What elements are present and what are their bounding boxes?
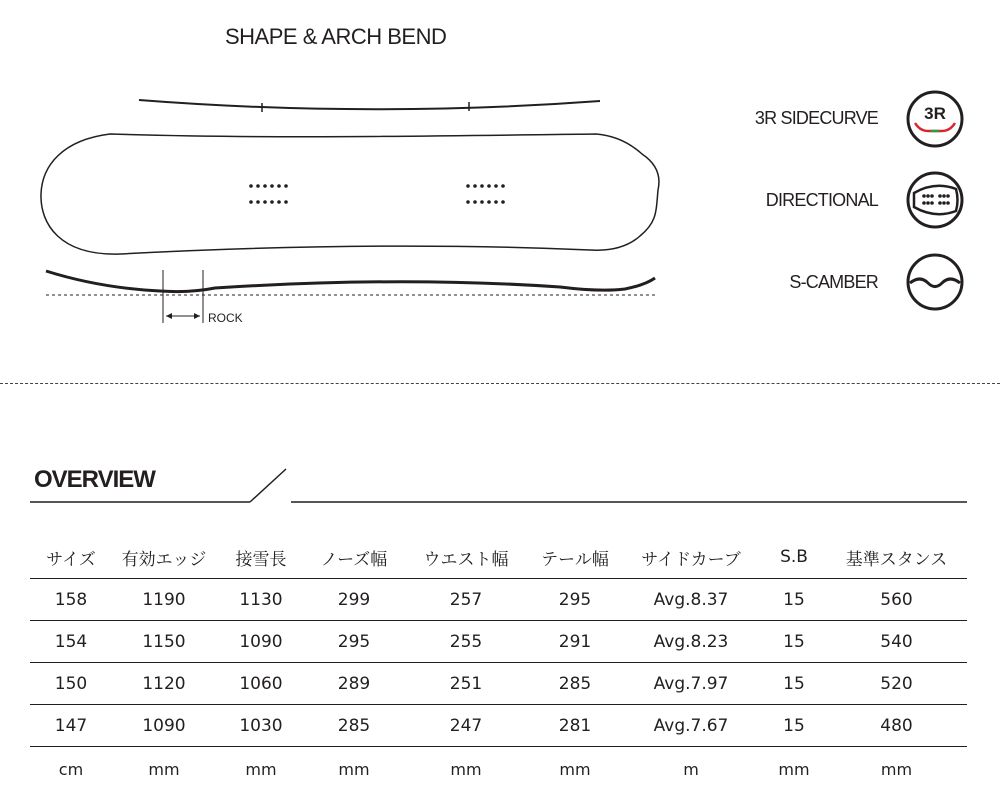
feature-label-s-camber: S-CAMBER	[789, 272, 878, 292]
overview-heading-rule	[0, 460, 1000, 510]
specs-header-row	[30, 536, 967, 579]
cell-sidecut: Avg.8.37	[620, 579, 762, 621]
specs-table	[30, 536, 967, 791]
header-effective-edge: 有効エッジ	[112, 536, 216, 579]
table-row	[30, 705, 967, 747]
cell-setback: 15	[762, 663, 826, 705]
rock-label: ROCK	[208, 311, 243, 325]
unit-sidecut: m	[683, 759, 699, 779]
feature-label-3r-sidecurve: 3R SIDECURVE	[754, 108, 878, 128]
table-row	[30, 663, 967, 705]
3r-sidecurve-icon	[906, 90, 964, 148]
cell-tail-width: 285	[530, 663, 620, 705]
table-row	[30, 579, 967, 621]
cell-nose-width: 295	[306, 621, 402, 663]
cell-waist-width: 251	[402, 663, 530, 705]
cell-tail-width: 295	[530, 579, 620, 621]
unit-effective-edge: mm	[148, 759, 180, 779]
unit-size: cm	[58, 759, 84, 779]
header-tail-width: テール幅	[530, 536, 620, 579]
cell-waist-width: 257	[402, 579, 530, 621]
cell-contact-length: 1090	[216, 621, 306, 663]
overview-title: OVERVIEW	[34, 466, 155, 493]
cell-nose-width: 289	[306, 663, 402, 705]
cell-contact-length: 1060	[216, 663, 306, 705]
cell-nose-width: 285	[306, 705, 402, 747]
cell-contact-length: 1130	[216, 579, 306, 621]
unit-reference-stance: mm	[880, 759, 913, 779]
cell-sidecut: Avg.7.67	[620, 705, 762, 747]
units-row	[30, 747, 967, 792]
cell-setback: 15	[762, 621, 826, 663]
unit-contact-length: mm	[245, 759, 277, 779]
feature-label-directional: DIRECTIONAL	[765, 190, 878, 210]
cell-reference-stance: 520	[826, 663, 967, 705]
svg-text:3R: 3R	[924, 104, 946, 123]
board-outline	[41, 134, 659, 254]
header-reference-stance: 基準スタンス	[826, 536, 967, 579]
header-sidecut: サイドカーブ	[620, 536, 762, 579]
cell-setback: 15	[762, 579, 826, 621]
unit-nose-width: mm	[338, 759, 370, 779]
cell-sidecut: Avg.8.23	[620, 621, 762, 663]
table-row	[30, 621, 967, 663]
cell-tail-width: 291	[530, 621, 620, 663]
header-setback: S.B	[762, 536, 826, 579]
board-top-profile	[139, 100, 600, 109]
header-nose-width: ノーズ幅	[306, 536, 402, 579]
unit-setback: mm	[778, 759, 810, 779]
cell-reference-stance: 540	[826, 621, 967, 663]
cell-tail-width: 281	[530, 705, 620, 747]
arch-bend-profile	[46, 271, 655, 292]
section-divider	[0, 383, 1000, 384]
unit-tail-width: mm	[559, 759, 591, 779]
cell-setback: 15	[762, 705, 826, 747]
cell-size: 147	[30, 705, 112, 747]
directional-icon	[906, 171, 964, 229]
cell-reference-stance: 480	[826, 705, 967, 747]
cell-reference-stance: 560	[826, 579, 967, 621]
header-waist-width: ウエスト幅	[402, 536, 530, 579]
cell-waist-width: 247	[402, 705, 530, 747]
unit-waist-width: mm	[450, 759, 482, 779]
cell-size: 150	[30, 663, 112, 705]
cell-size: 154	[30, 621, 112, 663]
s-camber-icon	[906, 253, 964, 311]
cell-contact-length: 1030	[216, 705, 306, 747]
cell-sidecut: Avg.7.97	[620, 663, 762, 705]
cell-effective-edge: 1190	[112, 579, 216, 621]
cell-waist-width: 255	[402, 621, 530, 663]
cell-effective-edge: 1150	[112, 621, 216, 663]
cell-effective-edge: 1090	[112, 705, 216, 747]
cell-nose-width: 299	[306, 579, 402, 621]
shape-section-title: SHAPE & ARCH BEND	[225, 24, 447, 49]
header-contact-length: 接雪長	[216, 536, 306, 579]
header-size: サイズ	[30, 536, 112, 579]
cell-size: 158	[30, 579, 112, 621]
cell-effective-edge: 1120	[112, 663, 216, 705]
